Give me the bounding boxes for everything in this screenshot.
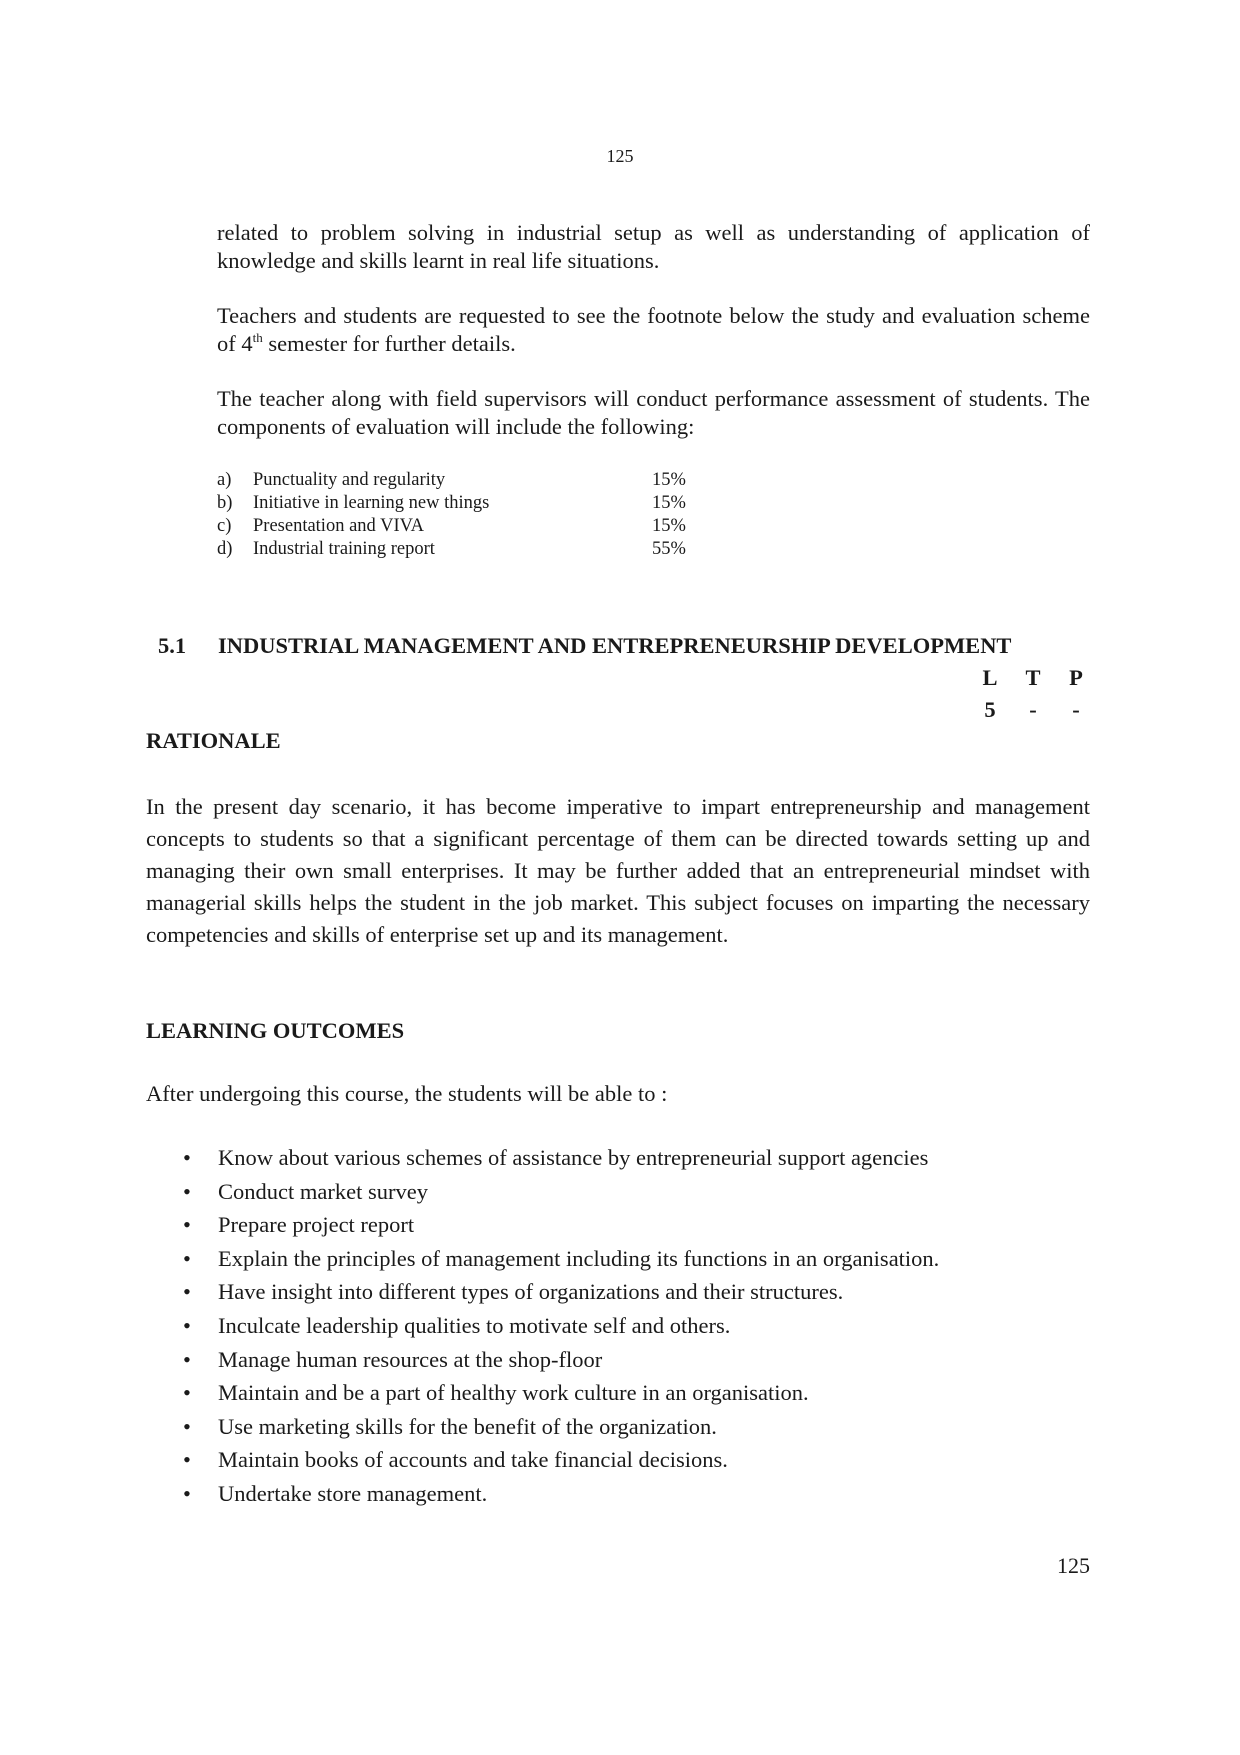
evaluation-percent: 15% bbox=[652, 516, 686, 536]
evaluation-label: Presentation and VIVA bbox=[253, 516, 424, 536]
bullet-icon: • bbox=[183, 1447, 191, 1473]
ltp-value-t: - bbox=[1029, 697, 1037, 722]
ltp-header-t: T bbox=[1025, 665, 1041, 690]
intro-paragraph-2 bbox=[217, 302, 1090, 358]
bullet-icon: • bbox=[183, 1145, 191, 1170]
intro-paragraph-1: related to problem solving in industrial setup as well as understanding of application of knowledge and skills learnt in real life situations. bbox=[217, 220, 1090, 273]
list-item bbox=[183, 1477, 1103, 1511]
page-number-top: 125 bbox=[606, 146, 634, 166]
section-title: INDUSTRIAL MANAGEMENT AND ENTREPRENEURSHIP DEVELOPMENT bbox=[218, 633, 1012, 658]
intro-paragraph-2-tail: semester for further details. bbox=[262, 331, 516, 356]
rationale-text: In the present day scenario, it has become imperative to impart entrepreneurship and management concepts to students so that a significant percentage of them can be directed towards setting up and managing their own small enterprises. It may be further added that an entrepreneurial mindset with managerial skills helps the student in the job market. This subject focuses on imparting the necessary competencies and skills of enterprise set up and its management. bbox=[146, 794, 1090, 947]
evaluation-letter: a) bbox=[217, 470, 232, 490]
list-item bbox=[183, 1443, 1103, 1477]
evaluation-item bbox=[217, 515, 717, 538]
evaluation-item bbox=[217, 469, 717, 492]
list-item bbox=[183, 1175, 1103, 1209]
list-item-text: Explain the principles of management including its functions in an organisation. bbox=[218, 1245, 940, 1271]
evaluation-label: Punctuality and regularity bbox=[253, 470, 446, 490]
evaluation-item bbox=[217, 538, 717, 561]
bullet-icon: • bbox=[183, 1279, 191, 1305]
learning-outcomes-list bbox=[183, 1141, 1103, 1511]
bullet-icon: • bbox=[183, 1245, 191, 1271]
list-item bbox=[183, 1141, 1103, 1175]
list-item bbox=[183, 1410, 1103, 1444]
evaluation-letter: c) bbox=[217, 516, 232, 536]
list-item-text: Maintain and be a part of healthy work culture in an organisation. bbox=[218, 1380, 809, 1406]
ltp-value-p: - bbox=[1072, 697, 1080, 722]
bullet-icon: • bbox=[183, 1480, 191, 1506]
evaluation-letter: d) bbox=[217, 539, 233, 559]
page-number-bottom: 125 bbox=[1057, 1553, 1090, 1578]
list-item-text: Inculcate leadership qualities to motivate self and others. bbox=[218, 1312, 731, 1338]
list-item bbox=[183, 1242, 1103, 1276]
ordinal-suffix: th bbox=[252, 330, 263, 345]
intro-paragraph-2-text: Teachers and students are requested to see the footnote below the study and evaluation scheme of 4 bbox=[217, 303, 1090, 356]
learning-outcomes-heading: LEARNING OUTCOMES bbox=[146, 1018, 405, 1043]
list-item bbox=[183, 1208, 1103, 1242]
intro-paragraph-3: The teacher along with field supervisors will conduct performance assessment of students. The components of evaluation will include the following: bbox=[217, 386, 1090, 439]
list-item-text: Prepare project report bbox=[218, 1212, 415, 1238]
evaluation-label: Industrial training report bbox=[253, 539, 435, 559]
list-item-text: Maintain books of accounts and take financial decisions. bbox=[218, 1447, 728, 1473]
evaluation-label: Initiative in learning new things bbox=[253, 493, 490, 513]
evaluation-percent: 15% bbox=[652, 493, 686, 513]
list-item-text: Know about various schemes of assistance by entrepreneurial support agencies bbox=[218, 1145, 929, 1170]
list-item-text: Undertake store management. bbox=[218, 1480, 488, 1506]
evaluation-percent: 15% bbox=[652, 470, 686, 490]
section-number: 5.1 bbox=[158, 633, 187, 658]
evaluation-letter: b) bbox=[217, 493, 233, 513]
list-item bbox=[183, 1309, 1103, 1343]
ltp-value-l: 5 bbox=[984, 697, 996, 722]
ltp-header-p: P bbox=[1069, 665, 1083, 690]
bullet-icon: • bbox=[183, 1413, 191, 1439]
list-item bbox=[183, 1343, 1103, 1377]
ltp-table bbox=[975, 665, 1095, 729]
list-item-text: Use marketing skills for the benefit of the organization. bbox=[218, 1413, 717, 1439]
learning-outcomes-intro: After undergoing this course, the students will be able to : bbox=[146, 1081, 668, 1106]
rationale-heading: RATIONALE bbox=[146, 728, 281, 753]
evaluation-item bbox=[217, 492, 717, 515]
evaluation-list bbox=[217, 469, 717, 561]
list-item-text: Manage human resources at the shop-floor bbox=[218, 1346, 603, 1372]
list-item bbox=[183, 1275, 1103, 1309]
bullet-icon: • bbox=[183, 1380, 191, 1406]
list-item bbox=[183, 1376, 1103, 1410]
bullet-icon: • bbox=[183, 1178, 191, 1204]
bullet-icon: • bbox=[183, 1346, 191, 1372]
bullet-icon: • bbox=[183, 1212, 191, 1238]
list-item-text: Have insight into different types of organizations and their structures. bbox=[218, 1279, 844, 1305]
bullet-icon: • bbox=[183, 1312, 191, 1338]
ltp-header-l: L bbox=[982, 665, 998, 690]
list-item-text: Conduct market survey bbox=[218, 1178, 428, 1204]
evaluation-percent: 55% bbox=[652, 539, 686, 559]
